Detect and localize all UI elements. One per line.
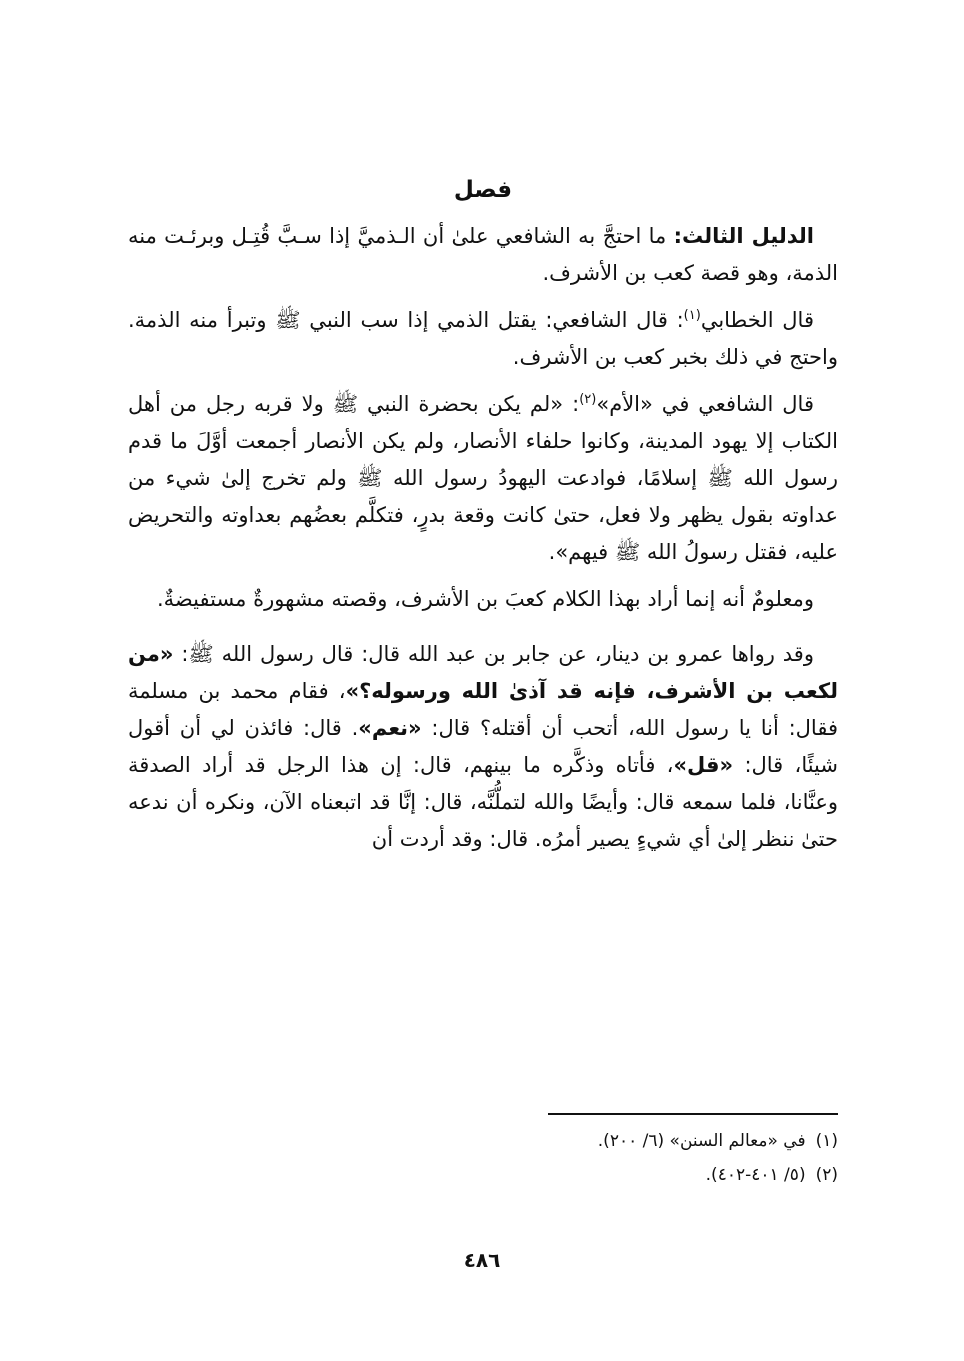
section-title: فصل [453, 177, 513, 203]
footnote-ref: (٢) [579, 392, 597, 407]
paragraph-text: ، فقام محمد بن مسلمة فقال: أنا يا رسول الله، أتحب أن أقتله؟ قال: [128, 679, 838, 740]
footnote-divider [548, 1113, 838, 1115]
paragraph-text: قال الشافعي في «الأم» [596, 392, 814, 416]
paragraph-text: قال الخطابي [700, 308, 814, 332]
paragraph-2 [128, 302, 838, 376]
footnote-number: (١) [815, 1131, 838, 1151]
footnote-text: (٥/ ٤٠١-٤٠٢). [705, 1165, 806, 1185]
page-body [128, 160, 838, 868]
paragraph-text: : «لم يكن بحضرة النبي ﷺ ولا قربه رجل من أهل الكتاب إلا يهود المدينة، وكانوا حلفاء الأنصار، ولم يكن الأنصار أجمعت أوَّلَ ما قدم رسول الله ﷺ إسلامًا، فوادعت اليهودُ رسول الله ﷺ ولم تخرج إلىٰ شيء من عداوته بقول يظهر ولا فعل، حتىٰ كانت وقعة بدرٍ، فتكلَّم بعضُهم بعداوته والتحريض عليه، فقتل رسولُ الله ﷺ فيهم». [128, 392, 838, 564]
paragraph-text: ما احتجَّ به الشافعي علىٰ أن الـذميَّ إذا سـبَّ قُتِـل وبرئـت منه الذمة، وهو قصة كعب بن الأشرف. [128, 224, 838, 285]
paragraph-label: الدليل الثالث: [673, 224, 815, 248]
footnote-item [128, 1124, 838, 1158]
paragraph-1 [128, 218, 838, 292]
hadith-quote: «قل» [673, 753, 734, 777]
footnote-text: في «معالم السنن» (٦/ ٢٠٠). [597, 1131, 806, 1151]
paragraph-text: ومعلومٌ أنه إنما أراد بهذا الكلام كعبَ بن الأشرف، وقصته مشهورةٌ مستفيضةٌ. [157, 587, 814, 611]
paragraph-text: وقد رواها عمرو بن دينار، عن جابر بن عبد الله قال: قال رسول الله ﷺ: [173, 642, 814, 666]
paragraph-text: ، فأتاه وذكَّره ما بينهم، قال: إن هذا الرجل قد أراد الصدقة وعنَّانا، فلما سمعه قال: وأيضًا والله لتملُّنَّه، قال: إنَّا قد اتبعناه الآن، ونكره أن ندعه حتىٰ ننظر إلىٰ أي شيءٍ يصير أمرُه. قال: وقد أردت أن [128, 753, 838, 851]
footnote-number: (٢) [815, 1165, 838, 1185]
paragraph-4 [128, 581, 838, 618]
hadith-quote: «نعم» [358, 716, 422, 740]
paragraph-3 [128, 386, 838, 571]
paragraph-5 [128, 636, 838, 858]
paragraph-text: . قال: فائذن لي أن أقول شيئًا، قال: [128, 716, 838, 777]
footnotes [128, 1124, 838, 1192]
hadith-quote: «من لكعب بن الأشرف، فإنه قد آذىٰ الله ورسوله؟» [128, 642, 838, 703]
footnote-ref: (١) [683, 308, 701, 323]
page-number: ٤٨٦ [463, 1248, 501, 1272]
footnote-item [128, 1158, 838, 1192]
paragraph-text: : قال الشافعي: يقتل الذمي إذا سب النبي ﷺ وتبرأ منه الذمة. واحتج في ذلك بخبر كعب بن الأشرف. [128, 308, 838, 369]
